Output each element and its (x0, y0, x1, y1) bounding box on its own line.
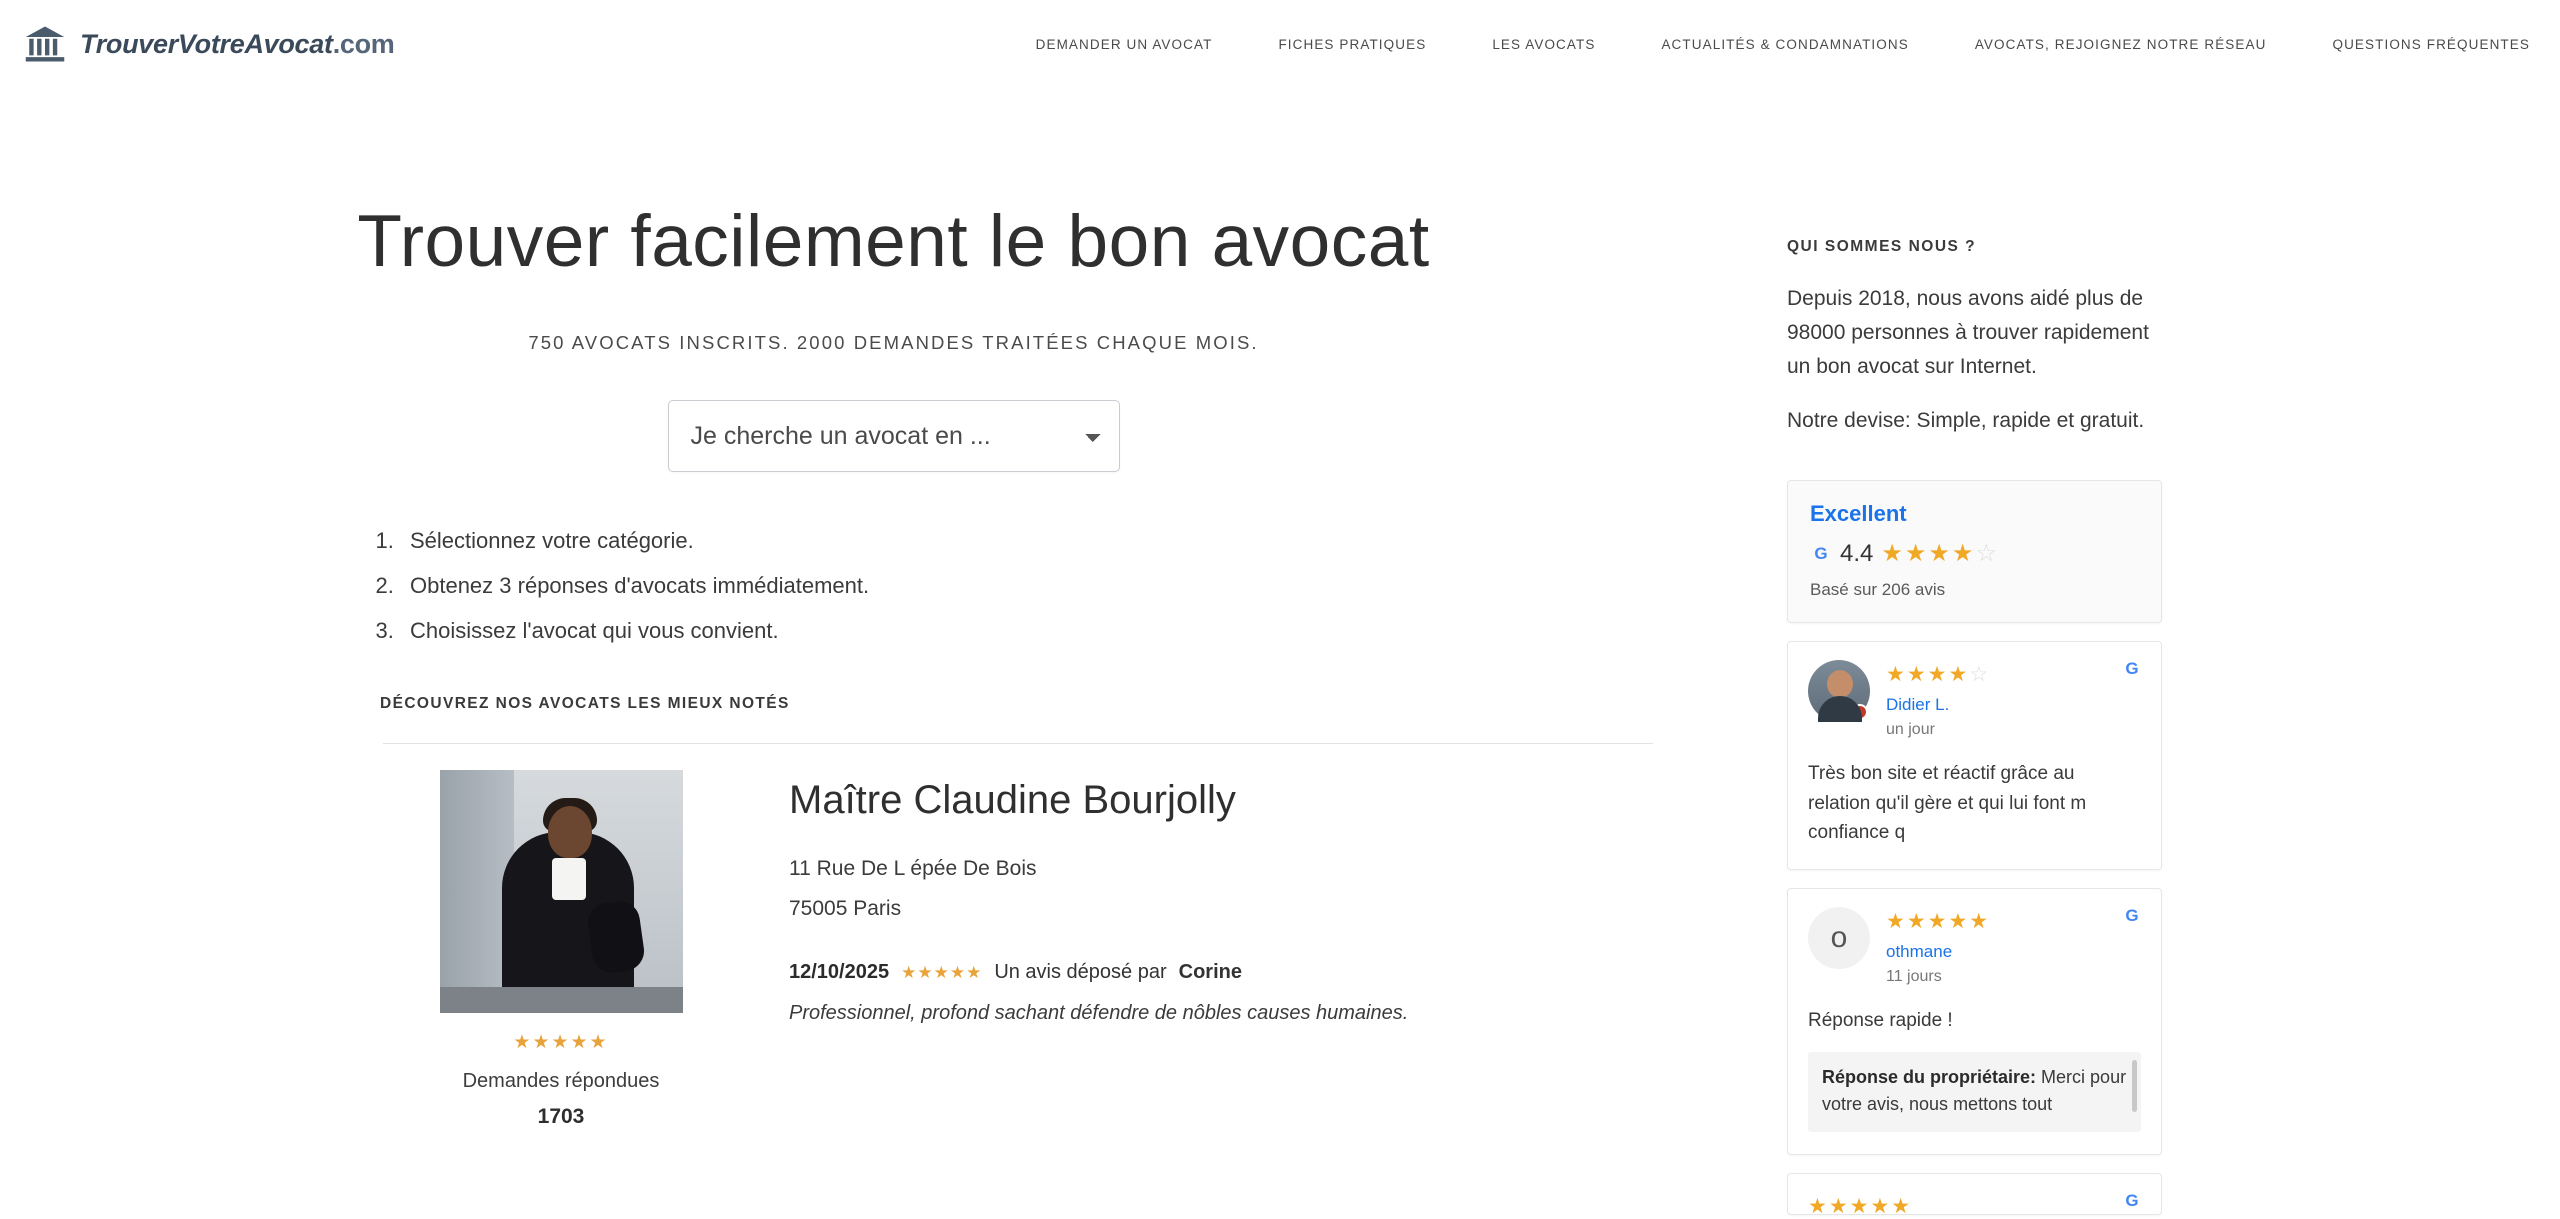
review-stars-empty: ☆ (1969, 663, 1991, 687)
review-card[interactable] (1787, 888, 2162, 1154)
owner-reply-label: Réponse du propriétaire: (1822, 1066, 2037, 1087)
sidebar-title: QUI SOMMES NOUS ? (1787, 238, 1977, 255)
review-meta (1886, 907, 2141, 986)
main-navigation (395, 37, 2530, 52)
rating-label: Excellent (1810, 501, 1907, 527)
review-time: un jour (1886, 721, 1935, 739)
review-author-name[interactable]: Didier L. (1886, 695, 1950, 715)
site-header (0, 0, 2560, 88)
brand-name: TrouverVotreAvocat (80, 28, 333, 59)
step-item-3: 3. Choisissez l'avocat qui vous convient. (400, 608, 1787, 653)
review-stars-full: ★★★★★ (1886, 910, 1991, 934)
nav-item-fiches-pratiques[interactable]: FICHES PRATIQUES (1278, 36, 1427, 52)
review-time: 11 jours (1886, 968, 1942, 986)
google-g-icon: G (2125, 659, 2139, 679)
bank-columns-icon (24, 23, 66, 65)
rating-score: 4.4 (1840, 539, 1874, 567)
review-by-prefix: Un avis déposé par (994, 961, 1167, 984)
step-item-1: 1. Sélectionnez votre catégorie. (400, 518, 1787, 563)
avatar: o (1808, 907, 1870, 969)
review-stars: ★★★★★ (901, 962, 983, 982)
page-title: Trouver facilement le bon avocat (357, 201, 1430, 282)
review-header (1808, 660, 2141, 739)
nav-item-actualites-condamnations[interactable]: ACTUALITÉS & CONDAMNATIONS (1661, 36, 1909, 52)
google-g-icon: G (2125, 906, 2139, 926)
nav-item-questions-frequentes[interactable]: QUESTIONS FRÉQUENTES (2332, 36, 2530, 52)
rating-based-on: Basé sur 206 avis (1810, 580, 1946, 600)
review-stars (1886, 662, 2141, 687)
hero-subtitle: 750 AVOCATS INSCRITS. 2000 DEMANDES TRAITÉES CHAQUE MOIS. (528, 331, 1259, 353)
review-header (1808, 1192, 2141, 1219)
review-meta (1808, 1192, 2141, 1219)
page-body (0, 88, 2560, 1218)
review-body: Réponse rapide ! (1808, 1010, 1953, 1032)
rating-star-half: ☆ (1975, 540, 1999, 568)
main-content (0, 88, 1787, 1129)
rating-stars (1881, 539, 1999, 568)
review-date: 12/10/2025 (789, 961, 890, 984)
rating-stars-full: ★★★★ (1881, 540, 1976, 568)
review-text: Professionnel, profond sachant défendre de nôbles causes humaines. (789, 1002, 1409, 1025)
review-author: Corine (1178, 961, 1242, 984)
lawyer-info (739, 770, 1408, 1129)
avatar-badge-icon (1852, 704, 1868, 720)
review-body: Très bon site et réactif grâce au relation qu'il gère et qui lui font m confiance q (1808, 763, 2087, 843)
owner-reply-scrollbar[interactable] (2132, 1060, 2137, 1112)
lawyer-name[interactable]: Maître Claudine Bourjolly (789, 778, 1236, 823)
requests-answered-label: Demandes répondues (462, 1070, 660, 1093)
review-stars (1886, 909, 2141, 934)
brand-text (80, 29, 395, 60)
review-stars-full: ★★★★ (1886, 663, 1970, 687)
lawyer-card[interactable] (383, 743, 1653, 1129)
lawyer-address-line-2: 75005 Paris (789, 897, 902, 921)
site-logo-link[interactable] (24, 23, 395, 65)
sidebar-paragraph-1: Depuis 2018, nous avons aidé plus de 98000 personnes à trouver rapidement un bon avocat sur Internet. (1787, 287, 2149, 379)
lawyer-review-meta (789, 961, 1408, 984)
nav-item-les-avocats[interactable]: LES AVOCATS (1492, 36, 1596, 52)
review-card[interactable] (1787, 641, 2162, 870)
review-card[interactable] (1787, 1173, 2162, 1218)
nav-item-demander-un-avocat[interactable]: DEMANDER UN AVOCAT (1035, 36, 1213, 52)
owner-reply-text: Merci pour votre avis, nous mettons tout (1822, 1066, 2127, 1114)
nav-item-rejoignez-notre-reseau[interactable]: AVOCATS, REJOIGNEZ NOTRE RÉSEAU (1974, 36, 2267, 52)
google-g-icon: G (1814, 543, 1828, 563)
owner-reply (1808, 1052, 2141, 1132)
review-meta (1886, 660, 2141, 739)
requests-answered-count: 1703 (537, 1105, 585, 1129)
avatar (1808, 660, 1870, 722)
discover-heading: DÉCOUVREZ NOS AVOCATS LES MIEUX NOTÉS (380, 695, 790, 713)
sidebar-paragraph-2: Notre devise: Simple, rapide et gratuit. (1787, 409, 2145, 433)
review-header (1808, 907, 2141, 986)
lawyer-photo (440, 770, 683, 1013)
brand-tld: .com (332, 28, 395, 59)
step-item-2: 2. Obtenez 3 réponses d'avocats immédiatement. (400, 563, 1787, 608)
steps-list (0, 518, 1787, 653)
lawyer-address-line-1: 11 Rue De L épée De Bois (789, 857, 1037, 881)
google-rating-box (1787, 480, 2162, 623)
sidebar (1787, 88, 2560, 1218)
review-stars: ★★★★★ (1808, 1194, 1913, 1218)
lawyer-media (383, 770, 739, 1129)
lawyer-rating-stars: ★★★★★ (513, 1032, 609, 1054)
review-author-name[interactable]: othmane (1886, 942, 1953, 962)
rating-row (1810, 539, 2139, 568)
category-select-wrapper (0, 400, 1787, 472)
google-g-icon: G (2125, 1190, 2139, 1210)
category-select[interactable] (668, 400, 1120, 472)
